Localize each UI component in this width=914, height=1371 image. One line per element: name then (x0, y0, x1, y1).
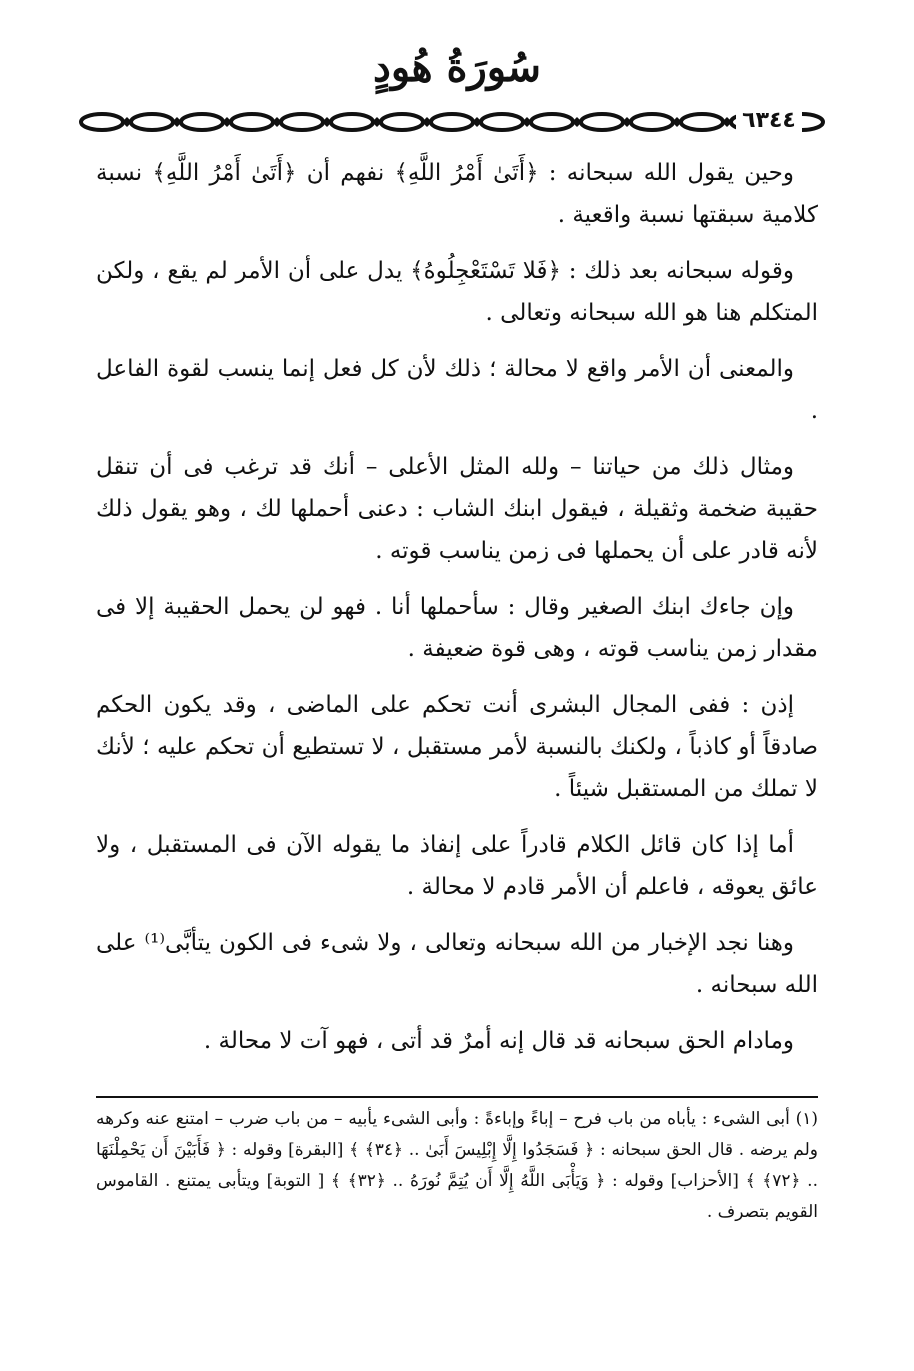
paragraph-5: وإن جاءك ابنك الصغير وقال : سأحملها أنا . فهو لن يحمل الحقيبة إلا فى مقدار زمن يناسب قوته ، وهى قوة ضعيفة . (96, 594, 818, 662)
paragraph-4: ومثال ذلك من حياتنا – ولله المثل الأعلى – أنك قد ترغب فى أن تنقل حقيبة ضخمة وثقيلة ، فيقول ابنك الشاب : دعنى أحملها لك ، وهو يقول ذلك لأنه قادر على أن يحملها فى زمن يناسب قوته . (96, 454, 818, 564)
page-number: ٦٣٤٤ (736, 104, 802, 138)
footnote-1: (١) أبى الشىء : يأباه من باب فرح – إباءً وإباءةً : وأبى الشىء يأبيه – من باب ضرب – امتنع عنه وكرهه ولم يرضه . قال الحق سبحانه : ﴿ فَسَجَدُوا إِلَّا إِبْلِيسَ أَبَىٰ .. ﴿٣٤﴾ ﴾ [البقرة] وقوله : ﴿ فَأَبَيْنَ أَن يَحْمِلْنَهَا .. ﴿٧٢﴾ ﴾ [الأحزاب] وقوله : ﴿ وَيَأْبَى اللَّهُ إِلَّا أَن يُتِمَّ نُورَهُ .. ﴿٣٢﴾ ﴾ [ التوبة] ويتأبى يمتنع . القاموس القويم بتصرف . (96, 1109, 818, 1222)
paragraph-8: وهنا نجد الإخبار من الله سبحانه وتعالى ، ولا شىء فى الكون يتأبَّى⁽¹⁾ على الله سبحانه . (96, 930, 818, 998)
paragraph-6: إذن : ففى المجال البشرى أنت تحكم على الماضى ، وقد يكون الحكم صادقاً أو كاذباً ، ولكنك بالنسبة لأمر مستقبل ، لا تستطيع أن تحكم عليه ؛ لأنك لا تملك من المستقبل شيئاً . (96, 692, 818, 802)
footnote-divider (96, 1096, 818, 1098)
paragraph-9: ومادام الحق سبحانه قد قال إنه أمرٌ قد أتى ، فهو آت لا محالة . (203, 1028, 794, 1054)
surah-title: سُورَةُ هُودٍ (373, 44, 541, 91)
paragraph-7: أما إذا كان قائل الكلام قادراً على إنفاذ ما يقوله الآن فى المستقبل ، ولا عائق يعوقه ، فاعلم أن الأمر قادم لا محالة . (96, 832, 818, 900)
chain-ornament-icon (78, 106, 838, 138)
paragraph-2: وقوله سبحانه بعد ذلك : ﴿فَلا تَسْتَعْجِلُوهُ﴾ يدل على أن الأمر لم يقع ، ولكن المتكلم هنا هو الله سبحانه وتعالى . (96, 258, 818, 326)
paragraph-1: وحين يقول الله سبحانه : ﴿أَتَىٰ أَمْرُ اللَّهِ﴾ نفهم أن ﴿أَتَىٰ أَمْرُ اللَّهِ﴾ نسبة كلامية سبقتها نسبة واقعية . (96, 160, 818, 228)
paragraph-3: والمعنى أن الأمر واقع لا محالة ؛ ذلك لأن كل فعل إنما ينسب لقوة الفاعل . (96, 356, 818, 424)
decorative-border-row (78, 106, 838, 138)
main-text (96, 152, 818, 1062)
